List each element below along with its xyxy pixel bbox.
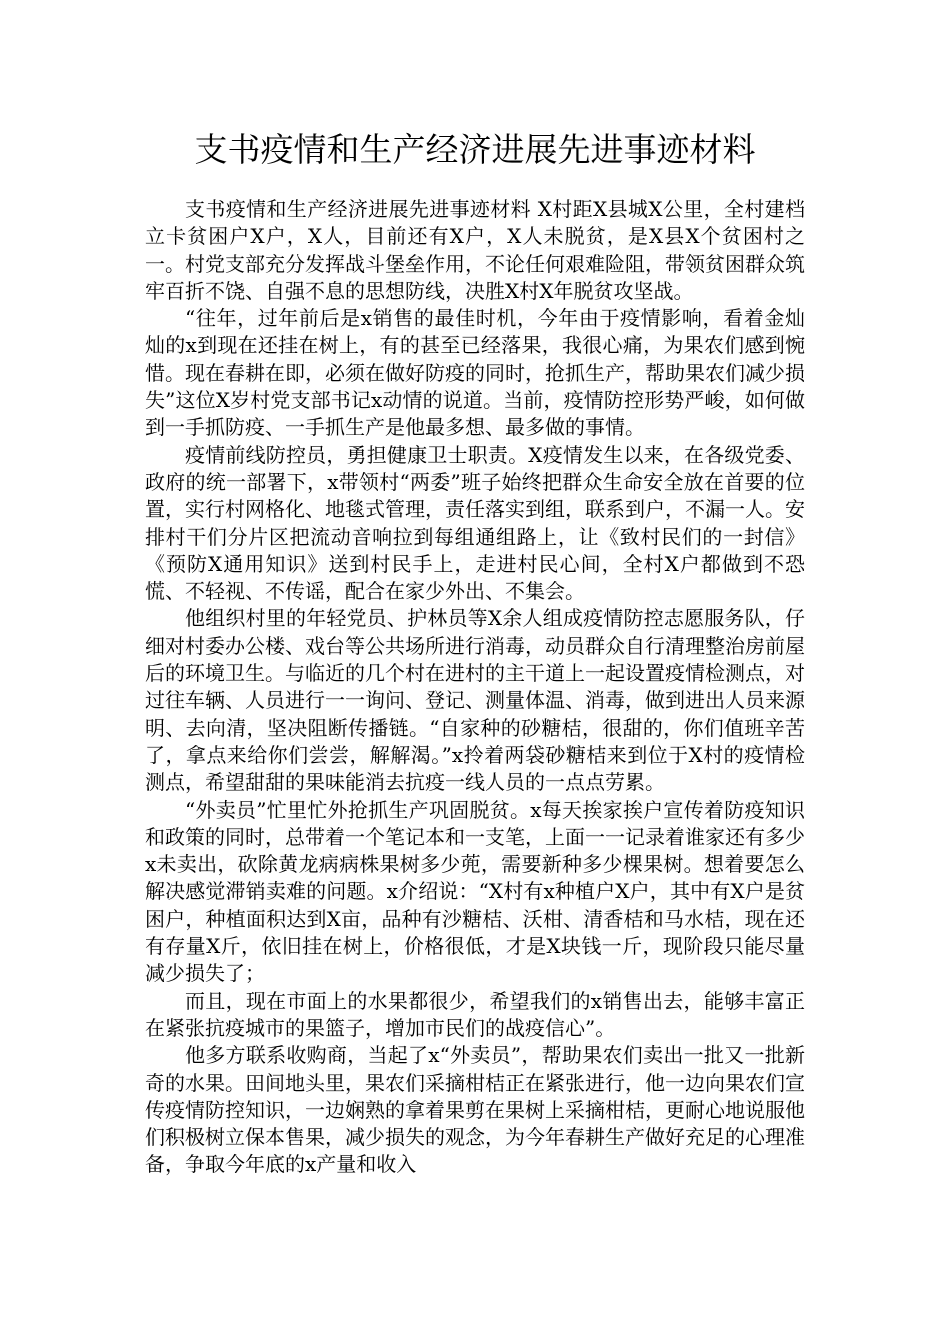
- paragraph: “外卖员”忙里忙外抢抓生产巩固脱贫。x每天挨家挨户宣传着防疫知识和政策的同时，总带着一个笔记本和一支笔，上面一一记录着谁家还有多少x未卖出，砍除黄龙病病株果树多少蔸，需要新种多少棵果树。想着要怎么解决感觉滞销卖难的问题。x介绍说：“X村有x种植户X户，其中有X户是贫困户，种植面积达到X亩，品种有沙糖桔、沃柑、清香桔和马水桔，现在还有存量X斤，依旧挂在树上，价格很低，才是X块钱一斤，现阶段只能尽量减少损失了；: [145, 797, 805, 986]
- paragraph: 支书疫情和生产经济进展先进事迹材料 X村距X县城X公里，全村建档立卡贫困户X户，X人，目前还有X户，X人未脱贫，是X县X个贫困村之一。村党支部充分发挥战斗堡垒作用，不论任何艰难险阻，带领贫困群众筑牢百折不饶、自强不息的思想防线，决胜X村X年脱贫攻坚战。: [145, 197, 805, 303]
- paragraph: “往年，过年前后是x销售的最佳时机，今年由于疫情影响，看着金灿灿的x到现在还挂在树上，有的甚至已经落果，我很心痛，为果农们感到惋惜。现在春耕在即，必须在做好防疫的同时，抢抓生产，帮助果农们减少损失”这位X岁村党支部书记x动情的说道。当前，疫情防控形势严峻，如何做到一手抓防疫、一手抓生产是他最多想、最多做的事情。: [145, 306, 805, 440]
- document-body: [145, 196, 805, 1179]
- paragraph: 而且，现在市面上的水果都很少，希望我们的x销售出去，能够丰富正在紧张抗疫城市的果篮子，增加市民们的战疫信心”。: [145, 988, 805, 1040]
- document-title: 支书疫情和生产经济进展先进事迹材料: [194, 130, 756, 169]
- paragraph: 他组织村里的年轻党员、护林员等X余人组成疫情防控志愿服务队，仔细对村委办公楼、戏台等公共场所进行消毒，动员群众自行清理整治房前屋后的环境卫生。与临近的几个村在进村的主干道上一起设置疫情检测点，对过往车辆、人员进行一一询问、登记、测量体温、消毒，做到进出人员来源明、去向清，坚决阻断传播链。“自家种的砂糖桔，很甜的，你们值班辛苦了，拿点来给你们尝尝，解解渴。”x拎着两袋砂糖桔来到位于X村的疫情检测点，希望甜甜的果味能消去抗疫一线人员的一点点劳累。: [145, 606, 805, 795]
- paragraph: 他多方联系收购商，当起了x“外卖员”，帮助果农们卖出一批又一批新奇的水果。田间地头里，果农们采摘柑桔正在紧张进行，他一边向果农们宣传疫情防控知识，一边娴熟的拿着果剪在果树上采摘柑桔，更耐心地说服他们积极树立保本售果，减少损失的观念，为今年春耕生产做好充足的心理准备，争取今年底的x产量和收入: [145, 1043, 805, 1177]
- paragraph: 疫情前线防控员，勇担健康卫士职责。X疫情发生以来，在各级党委、政府的统一部署下，x带领村“两委”班子始终把群众生命安全放在首要的位置，实行村网格化、地毯式管理，责任落实到组，联系到户，不漏一人。安排村干们分片区把流动音响拉到每组通组路上，让《致村民们的一封信》《预防X通用知识》送到村民手上，走进村民心间，全村X户都做到不恐慌、不轻视、不传谣，配合在家少外出、不集会。: [145, 442, 805, 604]
